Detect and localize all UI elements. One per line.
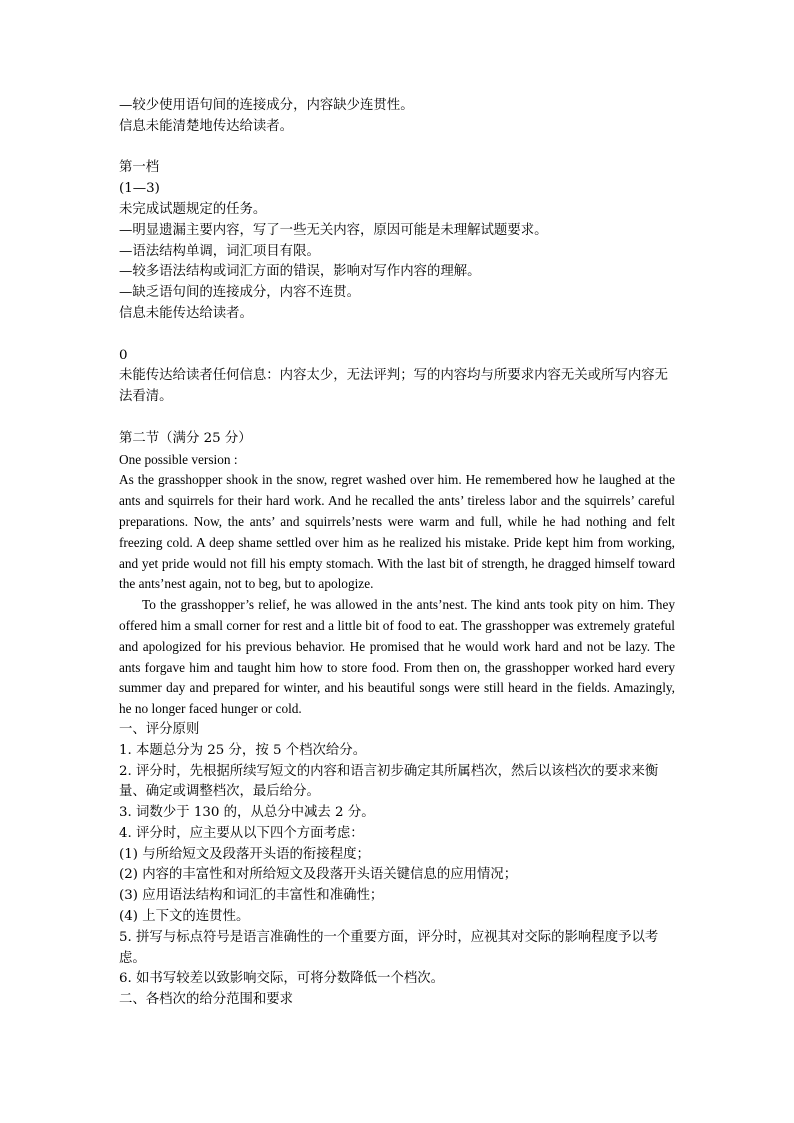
grade-zero-description: 未能传达给读者任何信息：内容太少，无法评判；写的内容均与所要求内容无关或所写内容无法看清。 xyxy=(119,368,669,405)
principle-item: 5. 拼写与标点符号是语言准确性的一个重要方面，评分时，应视其对交际的影响程度予以考虑。 xyxy=(119,929,659,966)
criteria-line: 未完成试题规定的任务。 xyxy=(119,201,267,217)
criteria-line: —缺乏语句间的连接成分，内容不连贯。 xyxy=(119,285,361,301)
criteria-line: —较多语法结构或词汇方面的错误，影响对写作内容的理解。 xyxy=(119,264,481,280)
criteria-line: —较少使用语句间的连接成分，内容缺少连贯性。 xyxy=(119,98,414,113)
spacer xyxy=(119,325,675,346)
sample-paragraph-one: As the grasshopper shook in the snow, regret washed over him. He remembered how he laughed at the ants and squirrels for their hard work. And he recalled the ants’ tireless labor and the squirrels’ careful preparations. Now, the ants’ and squirrels’nests were warm and full, while he had nothing and felt freezing cold. A deep shame settled over him as he realized his mistake. Pride kept him from working, and yet pride would not fill his empty stomach. With the last bit of strength, he dragged himself toward the ants’nest again, not to beg, but to apologize. xyxy=(119,472,675,592)
criteria-line: —语法结构单调，词汇项目有限。 xyxy=(119,243,320,259)
principle-item: (4) 上下文的连贯性。 xyxy=(119,909,250,925)
grade-ranges-title: 二、各档次的给分范围和要求 xyxy=(119,992,294,1008)
grade-zero-title: 0 xyxy=(119,347,128,363)
principle-item: 4. 评分时，应主要从以下四个方面考虑： xyxy=(119,825,364,841)
spacer xyxy=(119,138,675,159)
spacer xyxy=(119,408,675,429)
document-page xyxy=(119,96,675,1011)
principle-item: (3) 应用语法结构和词汇的丰富性和准确性； xyxy=(119,888,384,904)
criteria-line: —明显遗漏主要内容，写了一些无关内容，原因可能是未理解试题要求。 xyxy=(119,222,548,238)
criteria-line: 信息未能清楚地传达给读者。 xyxy=(119,118,294,134)
principle-item: (2) 内容的丰富性和对所给短文及段落开头语关键信息的应用情况； xyxy=(119,867,518,883)
scoring-principles-title: 一、评分原则 xyxy=(119,721,200,737)
principle-item: 6. 如书写较差以致影响交际，可将分数降低一个档次。 xyxy=(119,971,445,987)
grade-one-range: (1—3) xyxy=(119,181,160,197)
sample-paragraph-two: To the grasshopper’s relief, he was allowed in the ants’nest. The kind ants took pity on him. They offered him a small corner for rest and a little bit of food to eat. The grasshopper was extremely grateful and apologized for his previous behavior. He promised that he would work hard and not be lazy. The ants forgave him and taught him how to store food. From then on, the grasshopper worked hard every summer day and prepared for winter, and his beautiful songs were still heard in the fields. Amazingly, he no longer faced hunger or cold. xyxy=(119,597,675,717)
grade-one-title: 第一档 xyxy=(119,160,160,176)
principle-item: 2. 评分时，先根据所续写短文的内容和语言初步确定其所属档次，然后以该档次的要求来衡量、确定或调整档次，最后给分。 xyxy=(119,763,659,800)
principle-item: 1. 本题总分为 25 分，按 5 个档次给分。 xyxy=(119,742,367,758)
version-label: One possible version : xyxy=(119,451,238,467)
principle-item: 3. 词数少于 130 的，从总分中减去 2 分。 xyxy=(119,805,375,821)
criteria-line: 信息未能传达给读者。 xyxy=(119,305,253,321)
section-two-title: 第二节（满分 25 分） xyxy=(119,430,252,446)
principle-item: (1) 与所给短文及段落开头语的衔接程度； xyxy=(119,846,370,862)
